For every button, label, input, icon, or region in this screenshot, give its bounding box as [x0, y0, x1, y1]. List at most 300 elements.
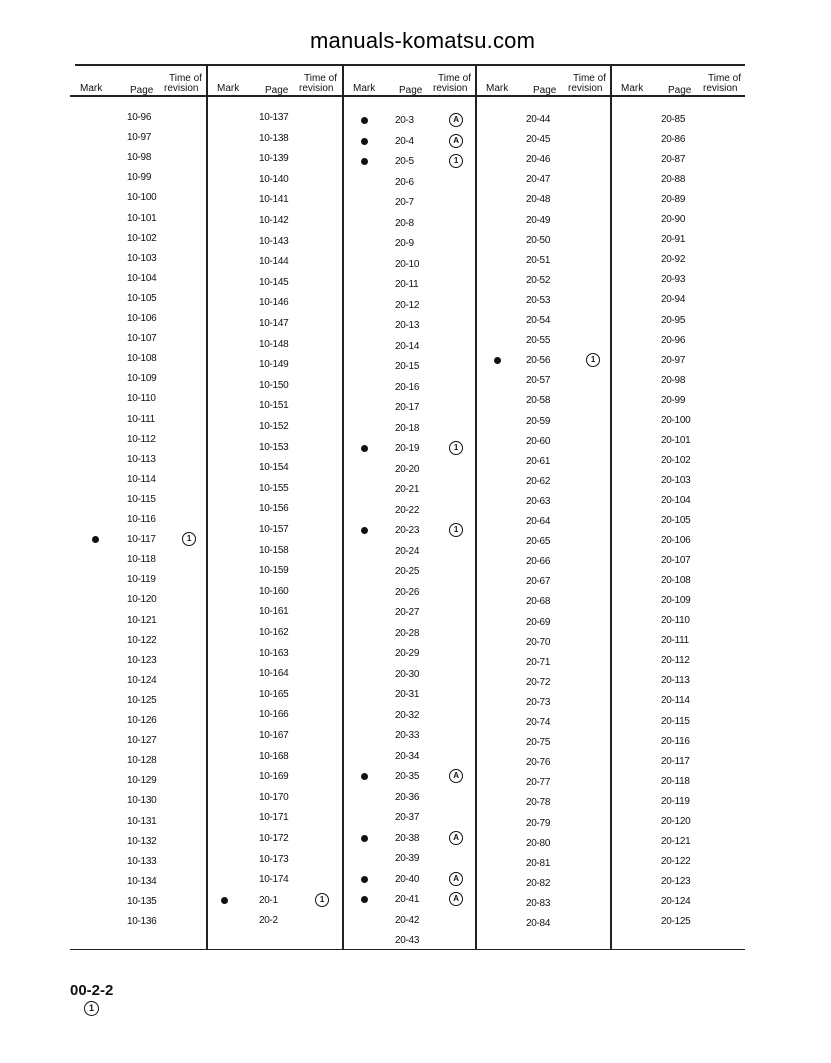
- revised-mark-bullet-icon: [361, 876, 368, 883]
- revision-column: [476, 64, 611, 950]
- page-number-cell: 20-66: [526, 556, 551, 568]
- page-number-cell: 20-65: [526, 536, 551, 548]
- table-row: [70, 110, 207, 126]
- page-number-cell: 20-42: [395, 914, 420, 926]
- table-row: [611, 333, 745, 349]
- table-row: [611, 232, 745, 248]
- header-time-of-revision: [164, 74, 202, 94]
- page-number-cell: 20-20: [395, 463, 420, 475]
- table-row: [611, 894, 745, 910]
- page-number-cell: 10-149: [259, 359, 289, 371]
- table-row: [207, 192, 343, 208]
- table-row: [70, 150, 207, 166]
- page-number-cell: 20-62: [526, 475, 551, 487]
- table-row: [476, 856, 611, 872]
- page-number-cell: 20-35: [395, 771, 420, 782]
- table-row: [343, 277, 476, 293]
- page-number-cell: 10-99: [127, 172, 152, 184]
- table-row: [343, 318, 476, 334]
- table-row: [343, 175, 476, 191]
- header-mark: Mark: [486, 83, 509, 94]
- page-number-cell: 10-132: [127, 835, 157, 847]
- table-row: [476, 735, 611, 751]
- table-row: [207, 563, 343, 579]
- table-row: [476, 655, 611, 671]
- page-number-cell: 20-38: [395, 832, 420, 844]
- page-number-cell: 10-122: [127, 634, 157, 646]
- page-number-cell: 10-100: [127, 192, 157, 204]
- page-number-cell: 20-80: [526, 837, 551, 849]
- table-row: [70, 472, 207, 488]
- table-row: [476, 393, 611, 409]
- page-number-cell: 20-100: [661, 414, 691, 426]
- page-number-cell: 10-172: [259, 833, 289, 844]
- page-number-cell: 10-133: [127, 855, 157, 867]
- page-number-cell: 20-16: [395, 381, 420, 393]
- header-page: Page: [399, 85, 423, 96]
- page-number-cell: 10-147: [259, 318, 289, 329]
- header-revision-line1: Time of: [169, 73, 202, 84]
- page-number-cell: 20-74: [526, 717, 551, 728]
- page-number-cell: 20-29: [395, 648, 420, 659]
- page-number-cell: 10-115: [127, 493, 156, 505]
- page-number-cell: 20-44: [526, 114, 551, 125]
- table-row: [343, 441, 476, 457]
- table-row: [476, 253, 611, 269]
- header-revision-line2: revision: [703, 83, 738, 94]
- page-number-cell: 10-123: [127, 654, 157, 666]
- table-row: [611, 192, 745, 208]
- table-row: [70, 693, 207, 709]
- header-revision-line1: Time of: [438, 73, 471, 84]
- page-number-cell: 10-165: [259, 688, 289, 700]
- table-row: [476, 152, 611, 168]
- table-row: [476, 353, 611, 369]
- table-row: [476, 755, 611, 771]
- page-number-cell: 20-49: [526, 214, 551, 226]
- page-number-cell: 10-159: [259, 565, 289, 577]
- table-row: [70, 633, 207, 649]
- page-number-cell: 20-125: [661, 916, 691, 927]
- page-number-cell: 20-108: [661, 575, 691, 587]
- page-number-cell: 20-46: [526, 154, 551, 166]
- page-number-cell: 10-144: [259, 256, 289, 268]
- page-number-cell: 20-15: [395, 361, 420, 372]
- table-row: [70, 231, 207, 247]
- page-number-cell: 20-95: [661, 314, 686, 326]
- header-mark: Mark: [353, 83, 376, 94]
- table-row: [611, 734, 745, 750]
- table-row: [70, 592, 207, 608]
- table-row: [70, 311, 207, 327]
- table-row: [343, 523, 476, 539]
- table-row: [611, 874, 745, 890]
- table-row: [207, 316, 343, 332]
- table-row: [611, 693, 745, 709]
- table-row: [611, 854, 745, 870]
- page-number-cell: 20-47: [526, 174, 551, 186]
- table-row: [611, 774, 745, 790]
- page-number-cell: 10-166: [259, 709, 289, 721]
- page-number-cell: 20-116: [661, 735, 690, 747]
- table-row: [207, 440, 343, 456]
- page-number-cell: 10-108: [127, 353, 157, 365]
- page-number-cell: 10-116: [127, 514, 156, 525]
- table-row: [207, 625, 343, 641]
- page-number-cell: 20-118: [661, 775, 690, 787]
- page-number: 00-2-2: [70, 982, 114, 999]
- revision-circle: A: [449, 134, 463, 148]
- revised-mark-bullet-icon: [361, 773, 368, 780]
- table-row: [70, 371, 207, 387]
- page-number-cell: 10-151: [259, 400, 289, 412]
- revised-mark-bullet-icon: [361, 527, 368, 534]
- header-time-of-revision: [433, 74, 471, 94]
- page-number-cell: 20-113: [661, 675, 690, 687]
- table-row: [611, 613, 745, 629]
- table-row: [343, 564, 476, 580]
- page-number-cell: 10-137: [259, 112, 289, 123]
- table-row: [70, 653, 207, 669]
- page-number-cell: 10-157: [259, 524, 289, 535]
- table-row: [70, 351, 207, 367]
- page-number-cell: 10-107: [127, 333, 157, 345]
- page-number-cell: 20-97: [661, 354, 686, 366]
- page-number-cell: 20-24: [395, 545, 420, 557]
- page-number-cell: 20-7: [395, 197, 414, 208]
- page-number-cell: 10-97: [127, 132, 152, 144]
- header-revision-line1: Time of: [304, 73, 337, 84]
- table-row: [207, 666, 343, 682]
- table-row: [611, 914, 745, 930]
- page-number-cell: 20-22: [395, 504, 420, 516]
- page-number-cell: 20-92: [661, 254, 686, 266]
- table-row: [343, 462, 476, 478]
- table-row: [207, 852, 343, 868]
- revision-column: [611, 64, 745, 950]
- table-row: [611, 272, 745, 288]
- page-number-cell: 10-127: [127, 735, 157, 747]
- header-time-of-revision: [703, 74, 741, 94]
- table-row: [476, 514, 611, 530]
- table-row: [476, 816, 611, 832]
- page-number-cell: 20-36: [395, 791, 420, 803]
- table-row: [476, 554, 611, 570]
- table-row: [70, 713, 207, 729]
- header-page: Page: [130, 85, 154, 96]
- table-row: [476, 775, 611, 791]
- page-number-cell: 10-143: [259, 235, 289, 247]
- page-number-cell: 10-128: [127, 755, 157, 767]
- table-row: [476, 474, 611, 490]
- watermark: manuals-komatsu.com: [310, 28, 536, 53]
- table-row: [611, 353, 745, 369]
- table-row: [476, 233, 611, 249]
- table-row: [611, 553, 745, 569]
- page-number-cell: 10-152: [259, 421, 289, 432]
- page-number-cell: 10-119: [127, 574, 156, 586]
- table-row: [207, 872, 343, 888]
- page-number-cell: 20-19: [395, 443, 420, 454]
- table-row: [611, 653, 745, 669]
- table-row: [70, 894, 207, 910]
- page-number-cell: 10-112: [127, 433, 156, 445]
- revised-mark-bullet-icon: [361, 158, 368, 165]
- page-number-cell: 10-120: [127, 594, 157, 606]
- page-number-cell: 20-31: [395, 689, 420, 700]
- table-row: [611, 533, 745, 549]
- table-row: [207, 337, 343, 353]
- table-row: [611, 433, 745, 449]
- page-number-cell: 20-23: [395, 525, 420, 536]
- header-mark: Mark: [80, 83, 103, 94]
- page-number-cell: 20-111: [661, 635, 689, 647]
- table-row: [611, 513, 745, 529]
- page-number-cell: 20-106: [661, 535, 691, 547]
- table-row: [343, 605, 476, 621]
- page-number-cell: 10-160: [259, 585, 289, 597]
- page-number-cell: 20-25: [395, 566, 420, 577]
- page-number-cell: 20-40: [395, 873, 420, 885]
- table-row: [207, 831, 343, 847]
- table-row: [476, 454, 611, 470]
- table-row: [343, 851, 476, 867]
- page-number-cell: 20-70: [526, 636, 551, 648]
- table-row: [70, 492, 207, 508]
- page-number-cell: 20-98: [661, 374, 686, 386]
- table-row: [476, 675, 611, 691]
- page-number-cell: 20-121: [661, 835, 691, 847]
- page-number-cell: 20-112: [661, 655, 690, 667]
- page-number-cell: 10-96: [127, 112, 152, 123]
- page-number-cell: 10-153: [259, 441, 289, 453]
- page-number-cell: 20-83: [526, 897, 551, 909]
- table-row: [70, 271, 207, 287]
- table-row: [476, 434, 611, 450]
- page-number-cell: 20-57: [526, 375, 551, 387]
- table-row: [343, 195, 476, 211]
- page-number-cell: 10-130: [127, 795, 157, 807]
- page-number-cell: 20-28: [395, 627, 420, 639]
- revision-circle: A: [449, 113, 463, 127]
- table-row: [207, 728, 343, 744]
- table-row: [343, 892, 476, 908]
- table-row: [343, 216, 476, 232]
- table-row: [343, 810, 476, 826]
- table-row: [476, 192, 611, 208]
- page-number-cell: 20-120: [661, 815, 691, 827]
- page-number-cell: 20-51: [526, 254, 551, 266]
- page-number-cell: 10-121: [127, 614, 157, 626]
- page-number-cell: 10-125: [127, 694, 157, 706]
- page-number-cell: 10-146: [259, 297, 289, 309]
- table-row: [207, 460, 343, 476]
- table-row: [70, 130, 207, 146]
- header-revision-line2: revision: [433, 83, 468, 94]
- page-number-cell: 10-141: [259, 194, 289, 206]
- page-revision-mark: 1: [84, 1001, 99, 1016]
- header-revision-line1: Time of: [708, 73, 741, 84]
- page-number-cell: 10-163: [259, 647, 289, 659]
- page-number-cell: 20-43: [395, 935, 420, 946]
- page-number-cell: 10-118: [127, 554, 156, 566]
- page-number-cell: 10-111: [127, 413, 155, 425]
- table-row: [207, 810, 343, 826]
- table-row: [70, 331, 207, 347]
- page-number-cell: 10-113: [127, 453, 156, 465]
- page-number-cell: 20-91: [661, 234, 686, 246]
- revision-circle: A: [449, 769, 463, 783]
- header-revision-line2: revision: [164, 83, 199, 94]
- table-row: [207, 543, 343, 559]
- table-row: [207, 501, 343, 517]
- revision-circle: 1: [315, 893, 329, 907]
- page-number-cell: 20-13: [395, 320, 420, 331]
- table-row: [611, 473, 745, 489]
- table-row: [70, 793, 207, 809]
- page-number-cell: 10-170: [259, 791, 289, 803]
- table-row: [343, 790, 476, 806]
- page-number-cell: 10-148: [259, 338, 289, 350]
- page-number-cell: 20-69: [526, 616, 551, 628]
- header-time-of-revision: [568, 74, 606, 94]
- table-row: [476, 112, 611, 128]
- page-number-cell: 20-88: [661, 174, 686, 186]
- header-revision-line2: revision: [568, 83, 603, 94]
- table-row: [343, 831, 476, 847]
- table-row: [476, 795, 611, 811]
- page-number-cell: 20-4: [395, 135, 414, 147]
- table-row: [343, 667, 476, 683]
- page-number-cell: 10-124: [127, 674, 157, 686]
- table-row: [207, 398, 343, 414]
- page-number-cell: 20-45: [526, 134, 551, 146]
- table-row: [207, 707, 343, 723]
- table-row: [70, 532, 207, 548]
- table-row: [611, 413, 745, 429]
- page-number-cell: 20-115: [661, 715, 690, 727]
- header-revision-line2: revision: [299, 83, 334, 94]
- table-row: [70, 432, 207, 448]
- table-row: [70, 512, 207, 528]
- table-row: [611, 313, 745, 329]
- page-number-cell: 20-41: [395, 894, 420, 905]
- revision-circle: 1: [182, 532, 196, 546]
- table-row: [343, 872, 476, 888]
- page-number-cell: 20-105: [661, 515, 691, 526]
- page-number-cell: 10-129: [127, 775, 157, 787]
- page-number-cell: 20-110: [661, 615, 690, 627]
- page-number-cell: 20-59: [526, 415, 551, 427]
- page-number-cell: 20-3: [395, 115, 414, 126]
- table-row: [611, 633, 745, 649]
- page-number-cell: 20-84: [526, 918, 551, 929]
- table-row: [611, 573, 745, 589]
- table-row: [476, 715, 611, 731]
- page-number-cell: 10-154: [259, 462, 289, 474]
- page-number-cell: 10-161: [259, 606, 289, 618]
- table-row: [611, 673, 745, 689]
- table-row: [207, 295, 343, 311]
- table-row: [343, 503, 476, 519]
- table-row: [343, 585, 476, 601]
- page-number-cell: 20-14: [395, 340, 420, 352]
- table-row: [207, 687, 343, 703]
- table-row: [611, 373, 745, 389]
- page-number-cell: 20-123: [661, 875, 691, 887]
- page-number-cell: 20-109: [661, 595, 691, 607]
- table-row: [207, 913, 343, 929]
- header-mark: Mark: [621, 83, 644, 94]
- table-row: [476, 534, 611, 550]
- page-number-cell: 10-155: [259, 482, 289, 494]
- table-row: [611, 593, 745, 609]
- page-number-cell: 20-53: [526, 294, 551, 306]
- page-number-cell: 20-63: [526, 495, 551, 507]
- revision-circle: 1: [449, 441, 463, 455]
- page-number-cell: 20-101: [661, 434, 691, 446]
- page-number-cell: 20-50: [526, 234, 551, 246]
- page-number-cell: 20-107: [661, 555, 691, 567]
- page-number-cell: 10-114: [127, 473, 156, 485]
- table-row: [207, 522, 343, 538]
- table-row: [476, 635, 611, 651]
- page-number-cell: 10-98: [127, 152, 152, 164]
- page-number-cell: 10-164: [259, 668, 289, 680]
- table-row: [207, 769, 343, 785]
- table-row: [476, 373, 611, 389]
- page-number-cell: 10-136: [127, 916, 157, 927]
- table-row: [207, 275, 343, 291]
- table-row: [343, 769, 476, 785]
- table-row: [476, 876, 611, 892]
- page-number-cell: 20-82: [526, 877, 551, 889]
- page-number-cell: 20-56: [526, 355, 551, 367]
- table-row: [207, 151, 343, 167]
- page-number-cell: 10-105: [127, 292, 157, 304]
- page-number-cell: 10-131: [127, 815, 157, 827]
- table-row: [70, 391, 207, 407]
- table-row: [611, 112, 745, 128]
- table-row: [611, 212, 745, 228]
- table-row: [343, 749, 476, 765]
- header-revision-line1: Time of: [573, 73, 606, 84]
- table-row: [70, 211, 207, 227]
- page-number-cell: 20-64: [526, 516, 551, 527]
- page-number-cell: 10-134: [127, 875, 157, 887]
- table-row: [70, 773, 207, 789]
- table-row: [70, 452, 207, 468]
- header-time-of-revision: [299, 74, 337, 94]
- page-number-cell: 20-117: [661, 755, 690, 767]
- table-row: [70, 613, 207, 629]
- page-number-cell: 20-48: [526, 194, 551, 206]
- table-row: [476, 916, 611, 932]
- table-row: [70, 412, 207, 428]
- page-number-cell: 10-109: [127, 373, 157, 385]
- page-number-cell: 20-55: [526, 335, 551, 347]
- table-row: [207, 749, 343, 765]
- page-number-cell: 20-96: [661, 334, 686, 346]
- table-row: [207, 213, 343, 229]
- table-row: [611, 754, 745, 770]
- page-number-cell: 10-126: [127, 715, 157, 726]
- page-number-cell: 20-93: [661, 274, 686, 286]
- table-row: [343, 257, 476, 273]
- table-row: [207, 584, 343, 600]
- revised-mark-bullet-icon: [221, 897, 228, 904]
- table-row: [343, 913, 476, 929]
